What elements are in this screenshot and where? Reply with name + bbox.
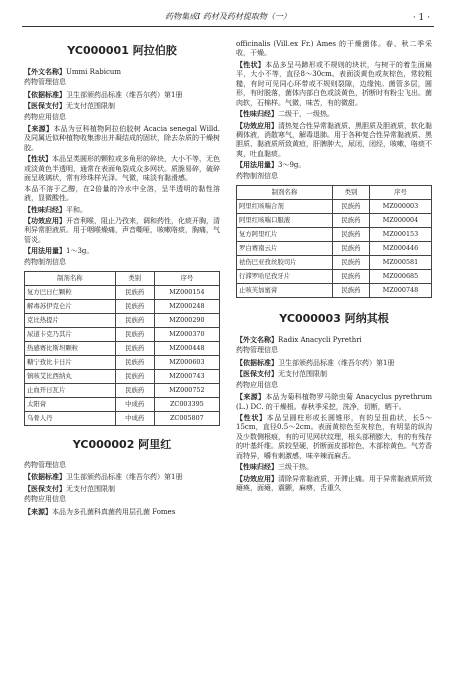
table-row xyxy=(25,328,220,342)
table-row xyxy=(25,314,220,328)
source-continued: officinalis (Vill.ex Fr.) Ames 的干燥菌体。春、秋二季采收，干燥。 xyxy=(236,40,432,58)
table-cell: MZ000290 xyxy=(154,314,219,328)
table-row xyxy=(237,270,432,284)
dosage: 【用法用量】3～9g。 xyxy=(236,160,306,170)
table-row xyxy=(25,300,220,314)
table-row xyxy=(25,356,220,370)
table-row xyxy=(237,214,432,228)
table-cell: 民族药 xyxy=(332,228,369,242)
table-cell: 民族药 xyxy=(115,356,154,370)
table-cell: 民族药 xyxy=(115,370,154,384)
table-cell: 民族药 xyxy=(332,200,369,214)
nature: 【性味归经】二级干，一级热。 xyxy=(236,109,334,119)
table-cell: 复方巴日仁颗粒 xyxy=(25,286,116,300)
source: 【来源】本品为菊科植物罗马除虫菊 Anacyclus pyrethrum (L.) DC. 的干燥根。春秋季采挖，洗净，切断，晒干。 xyxy=(236,392,433,411)
page-number: · 1 · xyxy=(412,13,430,23)
table-cell: 阿里红咳喘口服液 xyxy=(237,214,333,228)
table-cell: 阿里红咳喘合剂 xyxy=(237,200,333,214)
table-cell: MZ000743 xyxy=(154,370,219,384)
table-cell: MZ000446 xyxy=(370,242,432,256)
nature: 【性味归经】三级干热。 xyxy=(236,462,313,472)
table-cell: 民族药 xyxy=(115,384,154,398)
table-cell: 民族药 xyxy=(115,286,154,300)
table-row xyxy=(25,342,220,356)
right-column xyxy=(236,40,432,495)
table-cell: 克比热提片 xyxy=(25,314,116,328)
nature: 【性味归经】平和。 xyxy=(24,204,87,214)
table-cell: MZ000248 xyxy=(154,300,219,314)
section-label: 药物制剂信息 xyxy=(236,171,278,180)
table-cell: MZ000370 xyxy=(154,328,219,342)
entry-title: YC000003 阿纳其根 xyxy=(279,312,389,326)
function: 【功效应用】清热复合性异常黏液质、黑胆质及胆液质，软化黏稠体液，消散寒气，解毒退肺。用于各种复合性异常黏液质、黑胆质、黏液质所致黄疸，肝脾肿大，尿闭，闭经，咳嗽，咯痰不爽，吐血黏痰。 xyxy=(236,120,432,158)
preparation-table xyxy=(24,271,220,426)
entry-title: YC000002 阿里红 xyxy=(72,438,172,452)
table-cell: MZ000003 xyxy=(370,200,432,214)
dosage: 【用法用量】1～3g。 xyxy=(24,246,94,256)
table-row xyxy=(237,242,432,256)
table-cell: ZC005807 xyxy=(154,412,219,426)
table-cell: MZ000581 xyxy=(370,256,432,270)
table-cell: 乌骨人丹 xyxy=(25,412,116,426)
table-cell: 中成药 xyxy=(115,412,154,426)
table-row xyxy=(237,228,432,242)
standard: 【依据标准】卫生部颁药品标准（维吾尔药）第1册 xyxy=(236,357,395,367)
section-label: 药物应用信息 xyxy=(24,495,66,504)
table-cell: MZ000748 xyxy=(370,284,432,298)
table-cell: 罗白赛南云片 xyxy=(237,242,333,256)
standard: 【依据标准】卫生部颁药品标准（维吾尔药）第1册 xyxy=(24,89,183,99)
table-cell: 民族药 xyxy=(115,314,154,328)
col-header: 类别 xyxy=(332,186,369,200)
table-cell: 糖宁孜比卡日片 xyxy=(25,356,116,370)
table-cell: 复方阿里红片 xyxy=(237,228,333,242)
col-header: 序号 xyxy=(154,272,219,286)
table-cell: MZ000603 xyxy=(154,356,219,370)
table-cell: 民族药 xyxy=(332,256,369,270)
solubility: 本品不溶于乙醇，在2倍量的冷水中全溶，呈半透明的黏性溶液，显微酸性。 xyxy=(24,184,220,203)
running-title: 药物集成Ⅰ 药材及药材提取物（一） xyxy=(165,12,291,21)
characteristics: 【性状】本品呈类圆形的颗粒或多角形的碎块，大小不等，无色或淡黄色半透明，通常在表面龟裂成众多网状。质脆易碎，破碎面呈玻璃状，常有珍珠样光泽。气微，味淡有黏滑感。 xyxy=(24,154,220,183)
entry-title: YC000001 阿拉伯胶 xyxy=(67,44,177,57)
section-label: 药物管理信息 xyxy=(236,346,278,355)
table-cell: 行滞罗哈尼孜牙片 xyxy=(237,270,333,284)
source: 【来源】本品为豆科植物阿拉伯胶树 Acacia senegal Willd. 及同属近似种植物收集渗出并凝结成的固状，除去杂质的干燥树胶。 xyxy=(24,124,220,152)
preparation-table xyxy=(236,185,432,298)
table-cell: 民族药 xyxy=(115,328,154,342)
table-row xyxy=(237,200,432,214)
table-cell: 止血开日瓦片 xyxy=(25,384,116,398)
table-row xyxy=(237,256,432,270)
col-header: 类别 xyxy=(115,272,154,286)
page-header xyxy=(22,10,434,27)
foreign-name: 【外文名称】Ummi Rabicum xyxy=(24,66,122,76)
table-cell: MZ000752 xyxy=(154,384,219,398)
table-row xyxy=(25,384,220,398)
table-cell: 止咳芙加蜜膏 xyxy=(237,284,333,298)
table-cell: MZ000004 xyxy=(370,214,432,228)
table-cell: 热感赛比斯坦颗粒 xyxy=(25,342,116,356)
table-cell: 民族药 xyxy=(332,270,369,284)
table-cell: 解毒苏伊克仑片 xyxy=(25,300,116,314)
table-cell: 民族药 xyxy=(115,300,154,314)
section-label: 药物管理信息 xyxy=(24,461,66,469)
function: 【功效应用】开音利喉，阻止乃孜来，调和药性，化痰开胸，清利异常胆液质。用于咽喉燥痛，声音嘶哑，咳嗽咯痰，胸痛，气管炎。 xyxy=(24,215,220,244)
col-header: 制剂名称 xyxy=(25,272,116,286)
table-cell: 民族药 xyxy=(332,242,369,256)
table-cell: 镇咳艾比西纳丸 xyxy=(25,370,116,384)
characteristics: 【性状】本品呈圆柱形或长圆锥形，有的呈扭曲状，长5～15cm，直径0.5～2cm。表面黄棕色至灰棕色，有明显的纵沟及少数侧根痕，有的可见网状纹理，根头部稍膨大，有的有残存的叶基纤维。质较坚硬，折断面皮部棕色，木部棕黄色。气芳香而特异，嚼有刺激感，味辛辣而麻舌。 xyxy=(236,413,433,460)
table-row xyxy=(25,370,220,384)
foreign-name: 【外文名称】Radix Anacycli Pyrethri xyxy=(236,334,362,344)
insurance: 【医保支付】无支付范围限制 xyxy=(24,101,115,111)
col-header: 序号 xyxy=(370,186,432,200)
section-label: 药物管理信息 xyxy=(24,78,66,87)
source: 【来源】本品为多孔菌科真菌药用层孔菌 Fomes xyxy=(24,506,176,516)
table-row xyxy=(25,286,220,300)
standard: 【依据标准】卫生部颁药品标准（维吾尔药）第1册 xyxy=(24,472,183,482)
table-cell: ZC003395 xyxy=(154,398,219,412)
insurance: 【医保支付】无支付范围限制 xyxy=(236,369,327,379)
table-row xyxy=(25,412,220,426)
left-column xyxy=(24,40,220,518)
table-cell: 中成药 xyxy=(115,398,154,412)
table-cell: MZ000448 xyxy=(154,342,219,356)
table-cell: 民族药 xyxy=(332,214,369,228)
section-label: 药物制剂信息 xyxy=(24,257,66,266)
section-label: 药物应用信息 xyxy=(236,380,278,389)
table-cell: MZ000685 xyxy=(370,270,432,284)
section-label: 药物应用信息 xyxy=(24,112,66,121)
table-row xyxy=(237,284,432,298)
insurance: 【医保支付】无支付范围限制 xyxy=(24,483,115,493)
table-cell: 民族药 xyxy=(115,342,154,356)
table-cell: MZ000154 xyxy=(154,286,219,300)
characteristics: 【性状】本品多呈马蹄形或不规则的块状，与树干的着生面扁平，大小不等，直径8～30cm。表面淡黄色或灰棕色，常较粗糙，有时可见同心环带或不规则裂隙，边缘钝。菌管多层，圆形，有时脱落，菌体内部白色或淡黄色，折断时有粉尘飞出。菌肉软，石棉样。气微，味苦，有的微甜。 xyxy=(236,59,433,107)
table-cell: 太阳膏 xyxy=(25,398,116,412)
table-cell: 尿道卡克乃其片 xyxy=(25,328,116,342)
table-cell: 民族药 xyxy=(332,284,369,298)
table-cell: 祛伤巴亚孜丝胶司片 xyxy=(237,256,333,270)
function: 【功效应用】清除异常黏液质，开滞止痛。用于异常黏液质所致瘫痪，面瘫，震颤，麻痹，舌重久 xyxy=(236,473,432,493)
col-header: 制剂名称 xyxy=(237,186,333,200)
table-row xyxy=(25,398,220,412)
table-cell: MZ000153 xyxy=(370,228,432,242)
